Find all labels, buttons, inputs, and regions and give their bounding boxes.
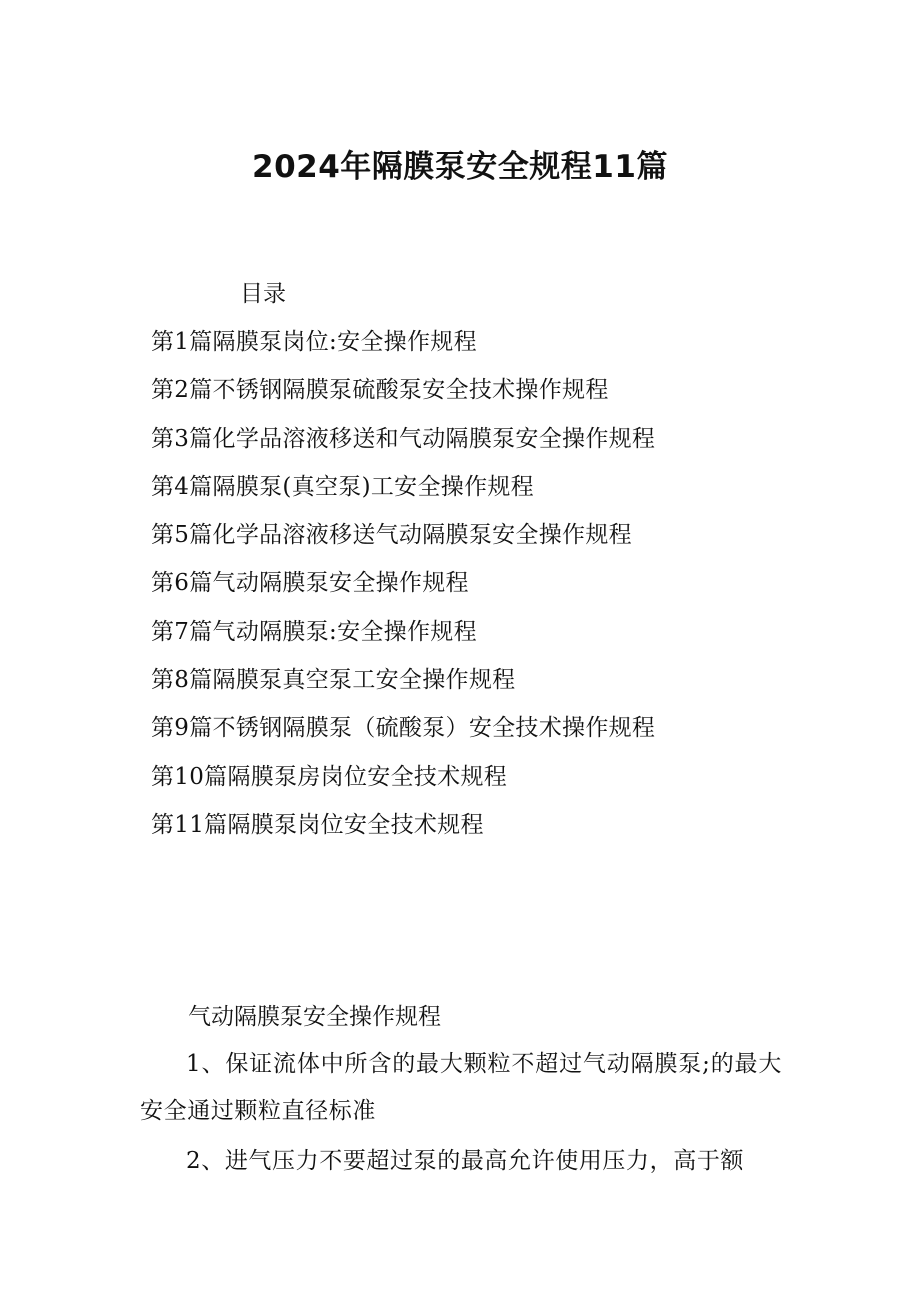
section-paragraph-1: 1、保证流体中所含的最大颗粒不超过气动隔膜泵;的最大安全通过颗粒直径标准 (140, 1051, 782, 1124)
toc-item-5: 第5篇化学品溶液移送气动隔膜泵安全操作规程 (151, 522, 632, 549)
toc-item-1: 第1篇隔膜泵岗位:安全操作规程 (151, 329, 477, 355)
toc-item-11: 第11篇隔膜泵岗位安全技术规程 (151, 811, 484, 838)
toc-item-4: 第4篇隔膜泵(真空泵)工安全操作规程 (151, 473, 534, 500)
toc-item-8: 第8篇隔膜泵真空泵工安全操作规程 (151, 667, 516, 694)
toc-heading: 目录 (240, 281, 286, 307)
toc-item-10: 第10篇隔膜泵房岗位安全技术规程 (151, 763, 508, 790)
section-title: 气动隔膜泵安全操作规程 (188, 1004, 441, 1030)
toc-item-3: 第3篇化学品溶液移送和气动隔膜泵安全操作规程 (151, 425, 656, 452)
document-title: 2024年隔膜泵安全规程11篇 (252, 149, 668, 185)
toc-item-2: 第2篇不锈钢隔膜泵硫酸泵安全技术操作规程 (151, 377, 609, 404)
toc-item-7: 第7篇气动隔膜泵:安全操作规程 (151, 618, 477, 645)
section-paragraph-2: 2、进气压力不要超过泵的最高允许使用压力，高于额 (186, 1148, 745, 1174)
toc-list (151, 325, 655, 856)
toc-item-6: 第6篇气动隔膜泵安全操作规程 (151, 570, 469, 597)
toc-item-9: 第9篇不锈钢隔膜泵（硫酸泵）安全技术操作规程 (151, 715, 656, 742)
